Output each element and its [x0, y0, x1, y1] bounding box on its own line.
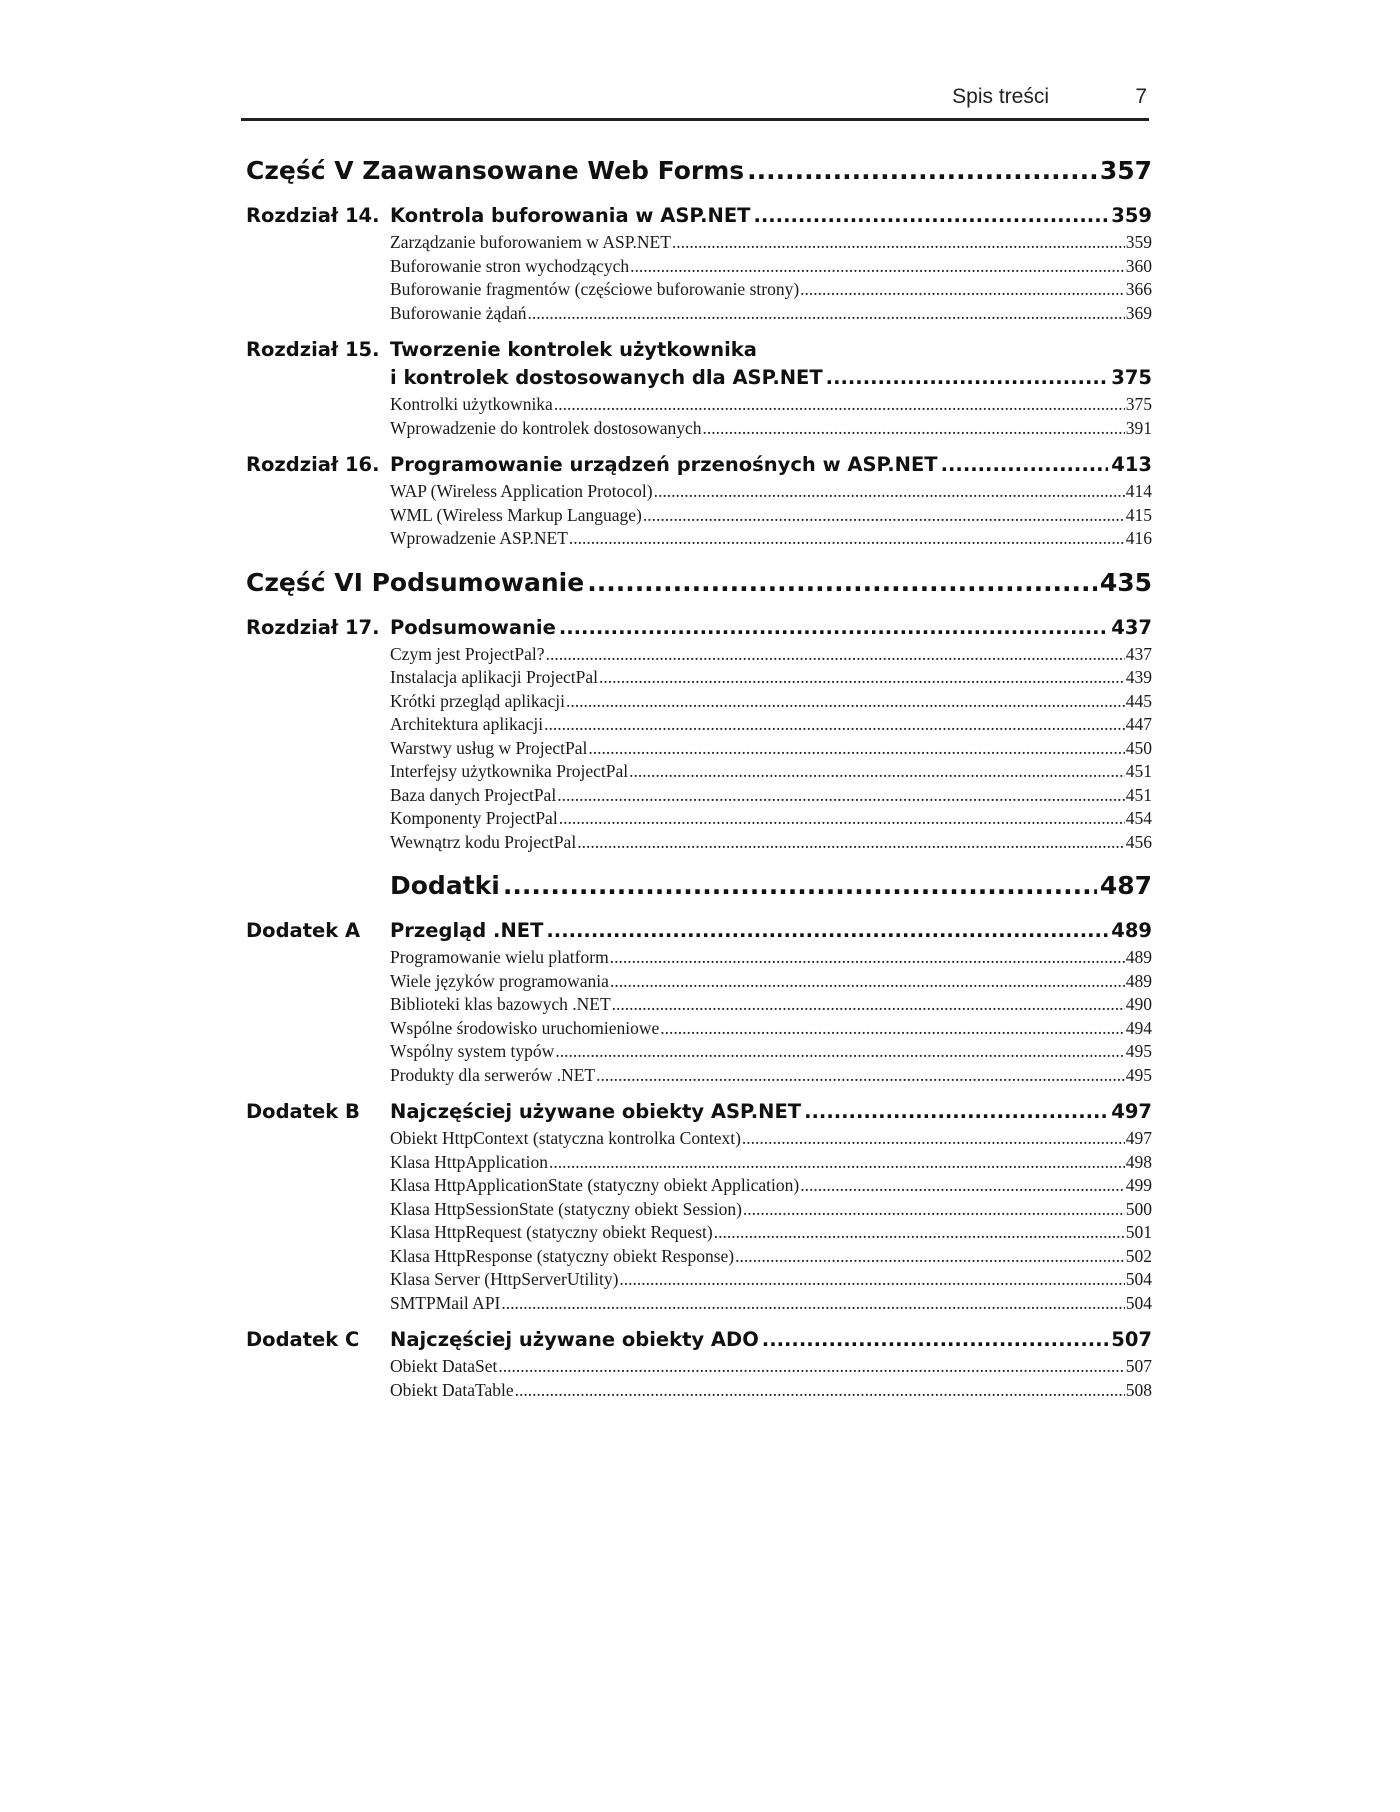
dot-leader: [596, 1065, 1125, 1086]
chapter-title: Programowanie urządzeń przenośnych w ASP.NET: [390, 453, 938, 476]
section-page: 359: [1125, 232, 1152, 252]
chapter-title: Najczęściej używane obiekty ADO: [390, 1328, 759, 1351]
toc-appendix-a[interactable]: [246, 919, 1152, 947]
section-page: 416: [1125, 528, 1152, 548]
dot-leader: [549, 1152, 1125, 1173]
section-page: 415: [1125, 504, 1152, 525]
dot-leader: [612, 994, 1125, 1015]
section-page: 391: [1125, 417, 1152, 438]
part-page: 435: [1099, 567, 1152, 597]
section-page: 498: [1125, 1151, 1152, 1172]
toc-section[interactable]: [246, 1356, 1152, 1380]
section-page: 437: [1125, 643, 1152, 664]
section-title: Buforowanie żądań: [390, 302, 527, 323]
section-title: Klasa HttpRequest (statyczny obiekt Request): [390, 1222, 713, 1242]
dot-leader: [577, 832, 1125, 853]
chapter-title-line-1: Tworzenie kontrolek użytkownika: [390, 338, 757, 361]
toc-section[interactable]: [246, 256, 1152, 280]
section-page: 499: [1125, 1175, 1152, 1195]
toc-section[interactable]: [246, 738, 1152, 762]
toc-part-vi[interactable]: [246, 568, 1152, 612]
section-title: WAP (Wireless Application Protocol): [390, 481, 653, 501]
dot-leader: [743, 1199, 1125, 1220]
section-page: 450: [1125, 737, 1152, 758]
section-page: 490: [1125, 994, 1152, 1014]
dot-leader: [569, 528, 1125, 549]
section-page: 454: [1125, 808, 1152, 828]
toc-section[interactable]: [246, 714, 1152, 738]
section-page: 495: [1125, 1064, 1152, 1085]
chapter-page: 375: [1111, 366, 1152, 389]
toc-section[interactable]: [246, 505, 1152, 529]
section-page: 360: [1125, 255, 1152, 276]
dot-leader: [629, 761, 1125, 782]
toc-appendices[interactable]: [246, 871, 1152, 915]
section-page: 447: [1125, 714, 1152, 734]
chapter-label: Rozdział 17.: [246, 615, 380, 639]
header-title: Spis treści: [952, 85, 1049, 108]
section-title: Klasa HttpApplication: [390, 1151, 548, 1172]
toc-chapter-17[interactable]: [246, 616, 1152, 644]
toc-section[interactable]: [246, 394, 1152, 418]
toc-section[interactable]: [246, 1018, 1152, 1042]
section-title: Instalacja aplikacji ProjectPal: [390, 667, 598, 687]
section-title: Buforowanie stron wychodzących: [390, 255, 630, 276]
dot-leader: [554, 394, 1125, 415]
toc-section[interactable]: [246, 528, 1152, 552]
section-title: Obiekt DataSet: [390, 1356, 498, 1376]
chapter-page: 413: [1111, 453, 1152, 476]
chapter-title: Przegląd .NET: [390, 919, 544, 942]
part-page: 357: [1099, 156, 1152, 185]
toc-section[interactable]: [246, 971, 1152, 995]
section-page: 507: [1125, 1356, 1152, 1376]
section-title: Programowanie wielu platform: [390, 947, 609, 967]
chapter-page: 489: [1111, 919, 1152, 942]
toc-section[interactable]: [246, 418, 1152, 442]
toc-part-v[interactable]: [246, 156, 1152, 200]
section-page: 456: [1125, 831, 1152, 852]
toc-section[interactable]: [246, 1222, 1152, 1246]
section-page: 439: [1125, 667, 1152, 687]
section-page: 451: [1125, 784, 1152, 805]
toc-section[interactable]: [246, 303, 1152, 327]
section-title: Czym jest ProjectPal?: [390, 643, 545, 664]
chapter-page: 437: [1111, 615, 1152, 639]
toc-chapter-15[interactable]: [246, 338, 1152, 366]
section-title: Interfejsy użytkownika ProjectPal: [390, 761, 629, 781]
dot-leader: [654, 481, 1125, 502]
section-page: 504: [1125, 1292, 1152, 1313]
dot-leader: [503, 871, 1097, 900]
toc-section[interactable]: [246, 232, 1152, 256]
toc-section[interactable]: [246, 1065, 1152, 1089]
section-title: Wprowadzenie ASP.NET: [390, 528, 568, 548]
dot-leader: [941, 453, 1109, 476]
toc-section[interactable]: [246, 1293, 1152, 1317]
header-page-number: 7: [1135, 85, 1147, 108]
toc-section[interactable]: [246, 1199, 1152, 1223]
chapter-page: 359: [1111, 204, 1152, 227]
section-title: Zarządzanie buforowaniem w ASP.NET: [390, 232, 671, 252]
section-page: 500: [1125, 1198, 1152, 1219]
dot-leader: [587, 568, 1097, 597]
toc-chapter-16[interactable]: [246, 453, 1152, 481]
dot-leader: [826, 366, 1109, 389]
section-page: 501: [1125, 1222, 1152, 1242]
chapter-label: Rozdział 15.: [246, 338, 380, 361]
section-page: 366: [1125, 279, 1152, 299]
section-title: Biblioteki klas bazowych .NET: [390, 994, 611, 1014]
section-title: Warstwy usług w ProjectPal: [390, 737, 588, 758]
section-title: Klasa HttpResponse (statyczny obiekt Response): [390, 1245, 735, 1266]
section-title: Wewnątrz kodu ProjectPal: [390, 831, 577, 852]
chapter-page: 507: [1111, 1328, 1152, 1351]
dot-leader: [559, 808, 1125, 829]
dot-leader: [566, 691, 1125, 712]
dot-leader: [546, 644, 1125, 665]
part-page: 487: [1099, 871, 1152, 900]
chapter-label: Dodatek B: [246, 1100, 360, 1123]
section-title: SMTPMail API: [390, 1292, 501, 1313]
section-title: Buforowanie fragmentów (częściowe buforowanie strony): [390, 279, 800, 299]
dot-leader: [735, 1246, 1125, 1267]
dot-leader: [599, 667, 1125, 688]
part-title: Dodatki: [390, 871, 500, 900]
toc-section[interactable]: [246, 667, 1152, 691]
dot-leader: [557, 785, 1125, 806]
section-title: Kontrolki użytkownika: [390, 394, 553, 414]
dot-leader: [747, 156, 1097, 185]
toc-section[interactable]: [246, 1269, 1152, 1293]
dot-leader: [703, 418, 1125, 439]
dot-leader: [528, 303, 1125, 324]
chapter-title: Podsumowanie: [390, 615, 556, 639]
section-title: Wprowadzenie do kontrolek dostosowanych: [390, 417, 702, 438]
section-page: 445: [1125, 690, 1152, 711]
section-page: 508: [1125, 1379, 1152, 1400]
toc-section[interactable]: [246, 1041, 1152, 1065]
section-title: Produkty dla serwerów .NET: [390, 1064, 596, 1085]
section-title: Klasa HttpApplicationState (statyczny obiekt Application): [390, 1175, 800, 1195]
chapter-title: Najczęściej używane obiekty ASP.NET: [390, 1100, 802, 1123]
section-page: 451: [1125, 761, 1152, 781]
section-title: Wspólny system typów: [390, 1041, 555, 1061]
dot-leader: [660, 1018, 1124, 1039]
chapter-label: Dodatek C: [246, 1328, 360, 1351]
dot-leader: [559, 616, 1108, 639]
toc-section[interactable]: [246, 481, 1152, 505]
dot-leader: [742, 1128, 1125, 1149]
section-title: WML (Wireless Markup Language): [390, 504, 642, 525]
chapter-page: 497: [1111, 1100, 1152, 1123]
chapter-label: Dodatek A: [246, 919, 361, 942]
toc-appendix-b[interactable]: [246, 1100, 1152, 1128]
dot-leader: [544, 714, 1125, 735]
section-title: Obiekt HttpContext (statyczna kontrolka Context): [390, 1128, 741, 1148]
dot-leader: [555, 1041, 1124, 1062]
section-title: Krótki przegląd aplikacji: [390, 690, 565, 711]
chapter-label: Rozdział 14.: [246, 204, 380, 227]
section-title: Komponenty ProjectPal: [390, 808, 558, 828]
section-page: 504: [1125, 1269, 1152, 1289]
dot-leader: [800, 1175, 1125, 1196]
toc-section[interactable]: [246, 947, 1152, 971]
toc-section[interactable]: [246, 785, 1152, 809]
toc-section[interactable]: [246, 832, 1152, 856]
toc-chapter-14[interactable]: [246, 204, 1152, 232]
dot-leader: [714, 1222, 1125, 1243]
toc-section[interactable]: [246, 691, 1152, 715]
running-header: [241, 78, 1149, 121]
dot-leader: [762, 1328, 1109, 1351]
toc-section[interactable]: [246, 1246, 1152, 1270]
section-title: Obiekt DataTable: [390, 1379, 514, 1400]
dot-leader: [630, 256, 1125, 277]
dot-leader: [800, 279, 1125, 300]
section-title: Klasa Server (HttpServerUtility): [390, 1269, 619, 1289]
chapter-title-line-2: i kontrolek dostosowanych dla ASP.NET: [390, 366, 823, 389]
part-title: Część V Zaawansowane Web Forms: [246, 156, 745, 185]
dot-leader: [610, 971, 1125, 992]
section-title: Architektura aplikacji: [390, 714, 544, 734]
section-page: 369: [1125, 302, 1152, 323]
section-page: 414: [1125, 481, 1152, 501]
section-page: 497: [1125, 1128, 1152, 1148]
section-page: 489: [1125, 970, 1152, 991]
dot-leader: [619, 1269, 1124, 1290]
toc-section[interactable]: [246, 1175, 1152, 1199]
part-title: Część VI Podsumowanie: [246, 567, 585, 597]
toc-section[interactable]: [246, 1152, 1152, 1176]
dot-leader: [515, 1380, 1125, 1401]
chapter-title: Kontrola buforowania w ASP.NET: [390, 204, 751, 227]
toc-section[interactable]: [246, 761, 1152, 785]
dot-leader: [546, 919, 1108, 942]
section-title: Wspólne środowisko uruchomieniowe: [390, 1017, 660, 1038]
dot-leader: [498, 1356, 1124, 1377]
section-title: Klasa HttpSessionState (statyczny obiekt Session): [390, 1198, 742, 1219]
section-page: 502: [1125, 1245, 1152, 1266]
dot-leader: [588, 738, 1124, 759]
toc-section[interactable]: [246, 279, 1152, 303]
chapter-label: Rozdział 16.: [246, 453, 380, 476]
dot-leader: [610, 947, 1125, 968]
toc-section[interactable]: [246, 1380, 1152, 1404]
section-title: Wiele języków programowania: [390, 970, 609, 991]
table-of-contents: [246, 156, 1152, 1403]
toc-section[interactable]: [246, 1128, 1152, 1152]
section-page: 494: [1125, 1017, 1152, 1038]
section-page: 375: [1125, 394, 1152, 414]
section-page: 495: [1125, 1041, 1152, 1061]
toc-section[interactable]: [246, 994, 1152, 1018]
dot-leader: [672, 232, 1125, 253]
dot-leader: [804, 1100, 1108, 1123]
section-page: 489: [1125, 947, 1152, 967]
toc-section[interactable]: [246, 644, 1152, 668]
section-title: Baza danych ProjectPal: [390, 784, 557, 805]
toc-chapter-15-line-2[interactable]: [246, 366, 1152, 394]
toc-appendix-c[interactable]: [246, 1328, 1152, 1356]
dot-leader: [501, 1293, 1124, 1314]
toc-section[interactable]: [246, 808, 1152, 832]
dot-leader: [753, 204, 1108, 227]
dot-leader: [643, 505, 1125, 526]
